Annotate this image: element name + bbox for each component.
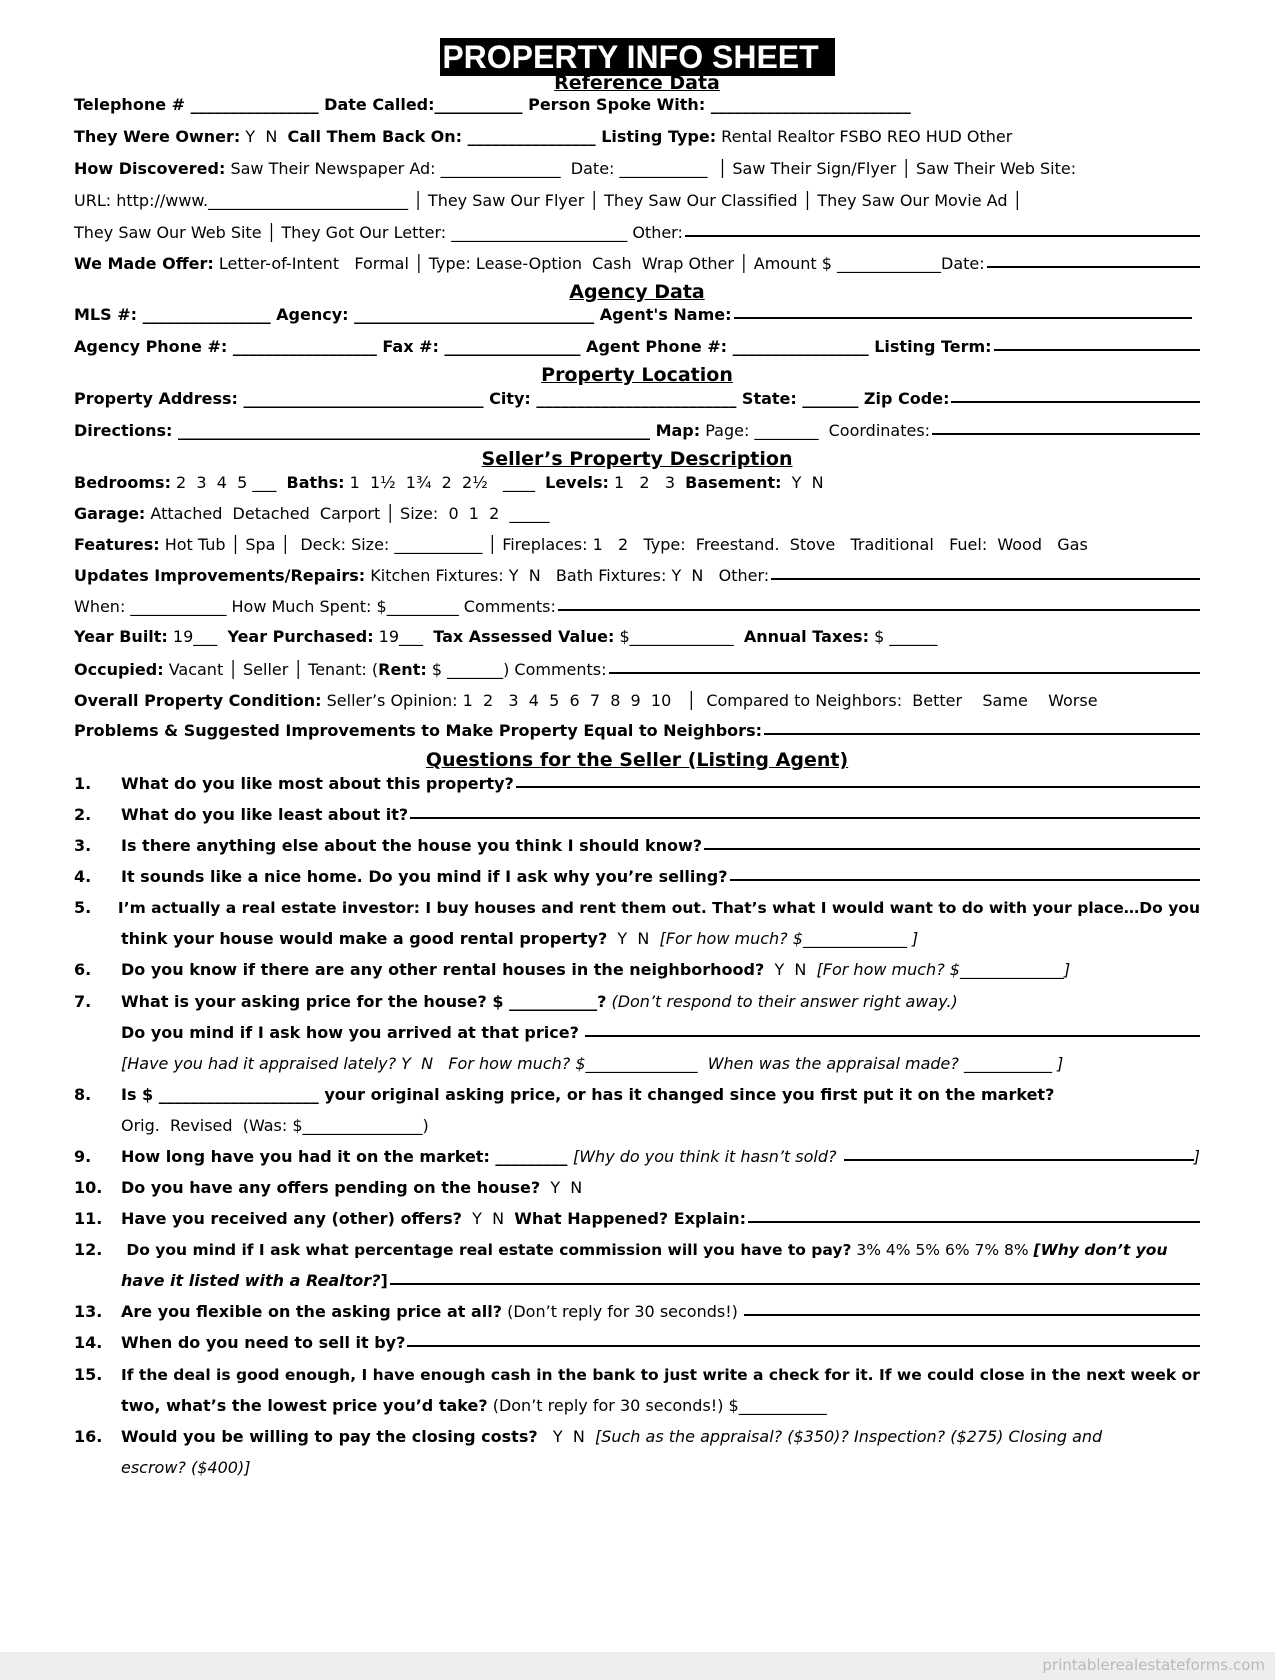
desc-line-condition: Overall Property Condition: Seller’s Opinion: 1 2 3 4 5 6 7 8 9 10 │ Compared to Neighbors: Better Same Worse [74, 691, 1098, 710]
occupied-comments-field[interactable] [609, 672, 1200, 674]
answer-14-field[interactable] [407, 1345, 1200, 1347]
question-9: 9. How long have you had it on the market: _________ [Why do you think it hasn’t sold? ] [74, 1147, 1200, 1166]
section-agency-data: Agency Data [569, 281, 705, 303]
answer-1-field[interactable] [516, 786, 1200, 788]
other-field[interactable] [685, 235, 1200, 237]
ref-line-owner: They Were Owner: Y N Call Them Back On: ________________ Listing Type: Rental Realtor FSBO REO HUD Other [74, 127, 1013, 146]
zip-code-field[interactable] [951, 401, 1200, 403]
question-5-cont: think your house would make a good rental property? Y N [For how much? $_____________ ] [121, 929, 919, 948]
question-16-cont: escrow? ($400)] [121, 1458, 251, 1477]
question-6: 6. Do you know if there are any other rental houses in the neighborhood? Y N [For how much? $_____________] [74, 960, 1071, 979]
question-8-cont: Orig. Revised (Was: $_______________) [121, 1116, 429, 1135]
footer-watermark: printablerealestateforms.com [1042, 1656, 1265, 1674]
ref-line-url: URL: http://www._________________________ │ They Saw Our Flyer │ They Saw Our Classified │ They Saw Our Movie Ad │ [74, 191, 1023, 210]
loc-line-directions: Directions: ___________________________________________________________ Map: Page: ________ Coordinates: [74, 414, 1200, 440]
desc-line-updates: Updates Improvements/Repairs: Kitchen Fixtures: Y N Bath Fixtures: Y N Other: [74, 559, 1200, 585]
answer-12-field[interactable] [390, 1283, 1200, 1285]
desc-line-garage: Garage: Attached Detached Carport │ Size: 0 1 2 _____ [74, 504, 550, 523]
question-3: 3. Is there anything else about the house you think I should know? [74, 829, 1200, 855]
answer-13-field[interactable] [744, 1314, 1200, 1316]
agent-name-field[interactable] [734, 317, 1192, 319]
form-title: PROPERTY INFO SHEET [440, 38, 834, 76]
question-4: 4. It sounds like a nice home. Do you mind if I ask why you’re selling? [74, 860, 1200, 886]
desc-line-occupied: Occupied: Vacant │ Seller │ Tenant: ( Rent: $ _______) Comments: [74, 653, 1200, 679]
agency-line-mls: MLS #: ________________ Agency: ______________________________ Agent's Name: [74, 298, 1200, 324]
question-10: 10. Do you have any offers pending on the house? Y N [74, 1178, 583, 1197]
question-5: 5. I’m actually a real estate investor: I buy houses and rent them out. That’s what I would want to do with your place…Do you [74, 898, 1200, 917]
question-16: 16. Would you be willing to pay the closing costs? Y N [Such as the appraisal? ($350)? Inspection? ($275) Closing and [74, 1427, 1103, 1446]
answer-7-field[interactable] [585, 1035, 1200, 1037]
desc-line-features: Features: Hot Tub │ Spa │ Deck: Size: ___________ │ Fireplaces: 1 2 Type: Freestand. Stove Traditional Fuel: Wood Gas [74, 535, 1088, 554]
question-15: 15. If the deal is good enough, I have enough cash in the bank to just write a check for it. If we could close in the next week or [74, 1365, 1200, 1384]
question-1: 1. What do you like most about this property? [74, 767, 1200, 793]
updates-other-field[interactable] [771, 578, 1200, 580]
question-2: 2. What do you like least about it? [74, 798, 1200, 824]
problems-field[interactable] [764, 733, 1200, 735]
question-7-appraisal: [Have you had it appraised lately? Y N For how much? $______________ When was the appraisal made? ___________ ] [121, 1054, 1064, 1073]
question-8: 8. Is $ ____________________ your original asking price, or has it changed since you first put it on the market? [74, 1085, 1055, 1104]
desc-line-problems: Problems & Suggested Improvements to Make Property Equal to Neighbors: [74, 714, 1200, 740]
question-7: 7. What is your asking price for the house? $ ___________? (Don’t respond to their answer right away.) [74, 992, 958, 1011]
desc-line-bedrooms: Bedrooms: 2 3 4 5 ___ Baths: 1 1½ 1¾ 2 2½ ____ Levels: 1 2 3 Basement: Y N [74, 473, 824, 492]
section-property-location: Property Location [541, 364, 733, 386]
answer-11-field[interactable] [748, 1221, 1200, 1223]
ref-line-website: They Saw Our Web Site │ They Got Our Letter: ______________________ Other: [74, 216, 1200, 242]
comments-field[interactable] [558, 609, 1200, 611]
answer-4-field[interactable] [730, 879, 1200, 881]
listing-term-field[interactable] [994, 349, 1200, 351]
question-15-cont: two, what’s the lowest price you’d take? (Don’t reply for 30 seconds!) $___________ [121, 1396, 827, 1415]
desc-line-when: When: ____________ How Much Spent: $_________ Comments: [74, 590, 1200, 616]
desc-line-year-built: Year Built: 19___ Year Purchased: 19___ Tax Assessed Value: $_____________ Annual Taxes: $ ______ [74, 627, 938, 646]
answer-2-field[interactable] [410, 817, 1200, 819]
question-7-cont: Do you mind if I ask how you arrived at that price? [74, 1016, 1200, 1042]
section-reference-data: Reference Data [554, 72, 720, 94]
question-12-cont: have it listed with a Realtor? ] [74, 1264, 1200, 1290]
loc-line-address: Property Address: ______________________________ City: _________________________ State: _______ Zip Code: [74, 382, 1200, 408]
agency-line-phone: Agency Phone #: __________________ Fax #: _________________ Agent Phone #: _________________ Listing Term: [74, 330, 1200, 356]
coordinates-field[interactable] [932, 433, 1200, 435]
answer-9-field[interactable] [844, 1159, 1194, 1161]
ref-line-offer: We Made Offer: Letter-of-Intent Formal │ Type: Lease-Option Cash Wrap Other │ Amount $ _____________Date: [74, 247, 1200, 273]
section-sellers-property-description: Seller’s Property Description [481, 448, 793, 470]
offer-date-field[interactable] [987, 266, 1200, 268]
question-14: 14. When do you need to sell it by? [74, 1326, 1200, 1352]
answer-3-field[interactable] [704, 848, 1200, 850]
question-11: 11. Have you received any (other) offers? Y N What Happened? Explain: [74, 1202, 1200, 1228]
ref-line-discovered: How Discovered: Saw Their Newspaper Ad: _______________ Date: ___________ │ Saw Their Sign/Flyer │ Saw Their Web Site: [74, 159, 1077, 178]
question-13: 13. Are you flexible on the asking price at all? (Don’t reply for 30 seconds!) [74, 1295, 1200, 1321]
ref-line-telephone: Telephone # ________________ Date Called:___________ Person Spoke With: _________________________ [74, 95, 911, 114]
question-12: 12. Do you mind if I ask what percentage real estate commission will you have to pay? 3% 4% 5% 6% 7% 8% [Why don’t you [74, 1240, 1168, 1259]
section-questions-for-seller: Questions for the Seller (Listing Agent) [425, 749, 849, 771]
